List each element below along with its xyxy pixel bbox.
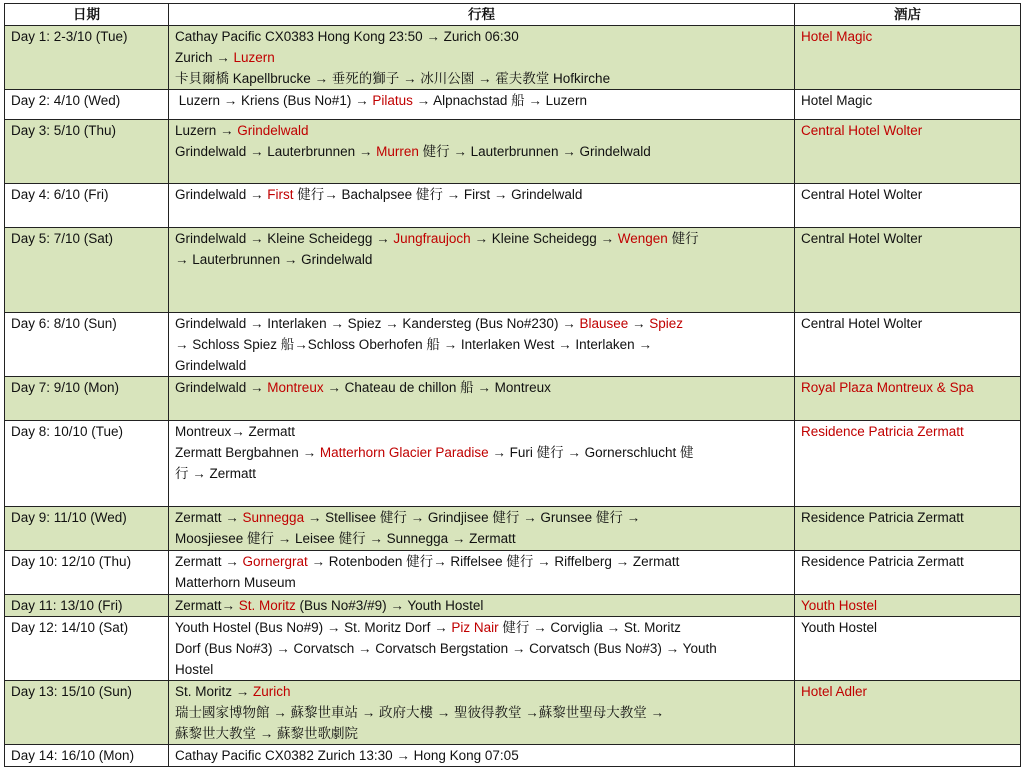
itinerary-line bbox=[175, 141, 788, 162]
table-row bbox=[5, 377, 1021, 421]
itinerary-table bbox=[4, 3, 1021, 767]
highlight-destination: Gornergrat bbox=[242, 554, 308, 569]
itinerary-text: → Chateau de chillon 船 → Montreux bbox=[323, 380, 551, 395]
itinerary-text: 健行 bbox=[667, 231, 699, 246]
day-cell: Day 4: 6/10 (Fri) bbox=[5, 184, 169, 228]
itinerary-line bbox=[175, 595, 788, 616]
itinerary-cell bbox=[169, 184, 795, 228]
itinerary-text: Grindelwald → Kleine Scheidegg → bbox=[175, 231, 394, 246]
itinerary-cell bbox=[169, 377, 795, 421]
itinerary-text: → Lauterbrunnen → Grindelwald bbox=[175, 252, 373, 267]
itinerary-text: 行 → Zermatt bbox=[175, 466, 257, 481]
itinerary-text: Matterhorn Museum bbox=[175, 575, 296, 590]
itinerary-text: Luzern → Kriens (Bus No#1) → bbox=[175, 93, 373, 108]
day-cell: Day 9: 11/10 (Wed) bbox=[5, 507, 169, 551]
itinerary-line bbox=[175, 681, 788, 702]
table-row bbox=[5, 120, 1021, 184]
hotel-cell: Residence Patricia Zermatt bbox=[795, 421, 1021, 507]
highlight-destination: Wengen bbox=[617, 231, 668, 246]
itinerary-line bbox=[175, 47, 788, 68]
itinerary-text: Grindelwald bbox=[175, 358, 247, 373]
table-row bbox=[5, 745, 1021, 767]
hotel-cell: Youth Hostel bbox=[795, 617, 1021, 681]
day-cell: Day 12: 14/10 (Sat) bbox=[5, 617, 169, 681]
itinerary-line bbox=[175, 463, 788, 484]
header-day: 日期 bbox=[5, 4, 169, 26]
itinerary-text: 卡貝爾橋 Kapellbrucke → 垂死的獅子 → 冰川公園 → 霍夫教堂 Hofkirche bbox=[175, 71, 611, 86]
itinerary-text: Moosjiesee 健行 → Leisee 健行 → Sunnegga → Zermatt bbox=[175, 531, 516, 546]
itinerary-cell bbox=[169, 681, 795, 745]
itinerary-line bbox=[175, 421, 788, 442]
day-cell: Day 3: 5/10 (Thu) bbox=[5, 120, 169, 184]
table-row bbox=[5, 184, 1021, 228]
table-row bbox=[5, 595, 1021, 617]
highlight-destination: Murren bbox=[376, 144, 419, 159]
highlight-destination: First bbox=[267, 187, 294, 202]
itinerary-text: → Schloss Spiez 船→Schloss Oberhofen 船 → Interlaken West → Interlaken → bbox=[175, 337, 652, 352]
itinerary-text: Grindelwald → Lauterbrunnen → bbox=[175, 144, 377, 159]
itinerary-text: 健行 → Lauterbrunnen → Grindelwald bbox=[418, 144, 651, 159]
itinerary-cell bbox=[169, 26, 795, 90]
itinerary-cell bbox=[169, 507, 795, 551]
itinerary-cell bbox=[169, 745, 795, 767]
highlight-destination: Grindelwald bbox=[237, 123, 309, 138]
highlight-destination: Zurich bbox=[253, 684, 291, 699]
itinerary-line bbox=[175, 313, 788, 334]
itinerary-cell bbox=[169, 421, 795, 507]
itinerary-line bbox=[175, 249, 788, 270]
itinerary-text: → Alpnachstad 船 → Luzern bbox=[412, 93, 587, 108]
table-row bbox=[5, 228, 1021, 313]
itinerary-text: St. Moritz → bbox=[175, 684, 254, 699]
itinerary-text: Zermatt→ bbox=[175, 598, 239, 613]
table-row bbox=[5, 617, 1021, 681]
table-row bbox=[5, 681, 1021, 745]
highlight-destination: St. Moritz bbox=[238, 598, 296, 613]
itinerary-cell bbox=[169, 120, 795, 184]
table-row bbox=[5, 313, 1021, 377]
itinerary-text: Zermatt Bergbahnen → bbox=[175, 445, 320, 460]
day-cell: Day 13: 15/10 (Sun) bbox=[5, 681, 169, 745]
itinerary-text: 健行 → Corviglia → St. Moritz bbox=[498, 620, 681, 635]
highlight-destination: Pilatus bbox=[372, 93, 413, 108]
itinerary-text: → Rotenboden 健行→ Riffelsee 健行 → Riffelberg → Zermatt bbox=[307, 554, 680, 569]
itinerary-line bbox=[175, 68, 788, 89]
hotel-cell: Residence Patricia Zermatt bbox=[795, 507, 1021, 551]
day-cell: Day 5: 7/10 (Sat) bbox=[5, 228, 169, 313]
itinerary-text: (Bus No#3/#9) → Youth Hostel bbox=[295, 598, 484, 613]
day-cell: Day 11: 13/10 (Fri) bbox=[5, 595, 169, 617]
itinerary-line bbox=[175, 90, 788, 111]
table-row bbox=[5, 551, 1021, 595]
itinerary-line bbox=[175, 528, 788, 549]
itinerary-line bbox=[175, 26, 788, 47]
hotel-cell: Youth Hostel bbox=[795, 595, 1021, 617]
itinerary-line bbox=[175, 228, 788, 249]
itinerary-text: Grindelwald → bbox=[175, 380, 268, 395]
itinerary-text: 健行→ Bachalpsee 健行 → First → Grindelwald bbox=[293, 187, 583, 202]
hotel-cell: Hotel Magic bbox=[795, 26, 1021, 90]
highlight-destination: Luzern bbox=[233, 50, 275, 65]
table-row bbox=[5, 90, 1021, 120]
itinerary-text: 蘇黎世大教堂 → 蘇黎世歌劇院 bbox=[175, 726, 359, 741]
itinerary-cell bbox=[169, 617, 795, 681]
itinerary-line bbox=[175, 723, 788, 744]
itinerary-body bbox=[5, 26, 1021, 767]
highlight-destination: Spiez bbox=[649, 316, 684, 331]
hotel-cell bbox=[795, 745, 1021, 767]
header-hotel: 酒店 bbox=[795, 4, 1021, 26]
itinerary-line bbox=[175, 120, 788, 141]
itinerary-line bbox=[175, 617, 788, 638]
highlight-destination: Sunnegga bbox=[242, 510, 305, 525]
itinerary-line bbox=[175, 184, 788, 205]
itinerary-text: Hostel bbox=[175, 662, 214, 677]
itinerary-text: Luzern → bbox=[175, 123, 238, 138]
itinerary-line bbox=[175, 659, 788, 680]
itinerary-line bbox=[175, 334, 788, 355]
table-row bbox=[5, 26, 1021, 90]
itinerary-cell bbox=[169, 228, 795, 313]
hotel-cell: Central Hotel Wolter bbox=[795, 184, 1021, 228]
hotel-cell: Central Hotel Wolter bbox=[795, 120, 1021, 184]
itinerary-line bbox=[175, 507, 788, 528]
highlight-destination: Jungfraujoch bbox=[393, 231, 471, 246]
itinerary-text: Cathay Pacific CX0383 Hong Kong 23:50 → Zurich 06:30 bbox=[175, 29, 519, 44]
itinerary-text: Youth Hostel (Bus No#9) → St. Moritz Dorf → bbox=[175, 620, 452, 635]
itinerary-line bbox=[175, 745, 788, 766]
header-itinerary: 行程 bbox=[169, 4, 795, 26]
hotel-cell: Royal Plaza Montreux & Spa bbox=[795, 377, 1021, 421]
day-cell: Day 2: 4/10 (Wed) bbox=[5, 90, 169, 120]
itinerary-text: Grindelwald → Interlaken → Spiez → Kandersteg (Bus No#230) → bbox=[175, 316, 580, 331]
hotel-cell: Residence Patricia Zermatt bbox=[795, 551, 1021, 595]
itinerary-line bbox=[175, 551, 788, 572]
itinerary-cell bbox=[169, 595, 795, 617]
itinerary-text: → Stellisee 健行 → Grindjisee 健行 → Grunsee 健行 → bbox=[304, 510, 641, 525]
day-cell: Day 6: 8/10 (Sun) bbox=[5, 313, 169, 377]
itinerary-line bbox=[175, 638, 788, 659]
itinerary-cell bbox=[169, 90, 795, 120]
itinerary-line bbox=[175, 377, 788, 398]
itinerary-text: → Kleine Scheidegg → bbox=[470, 231, 618, 246]
itinerary-line bbox=[175, 572, 788, 593]
itinerary-text: 瑞士國家博物館 → 蘇黎世車站 → 政府大樓 → 聖彼得教堂 →蘇黎世聖母大教堂 → bbox=[175, 705, 665, 720]
itinerary-text: Montreux→ Zermatt bbox=[175, 424, 296, 439]
itinerary-cell bbox=[169, 313, 795, 377]
day-cell: Day 1: 2-3/10 (Tue) bbox=[5, 26, 169, 90]
itinerary-line bbox=[175, 702, 788, 723]
highlight-destination: Blausee bbox=[579, 316, 629, 331]
itinerary-line bbox=[175, 355, 788, 376]
itinerary-text: → Furi 健行 → Gornerschlucht 健 bbox=[488, 445, 694, 460]
itinerary-text: Cathay Pacific CX0382 Zurich 13:30 → Hong Kong 07:05 bbox=[175, 748, 519, 763]
highlight-destination: Piz Nair bbox=[451, 620, 499, 635]
header-row bbox=[5, 4, 1021, 26]
highlight-destination: Montreux bbox=[267, 380, 324, 395]
table-row bbox=[5, 507, 1021, 551]
highlight-destination: Matterhorn Glacier Paradise bbox=[319, 445, 489, 460]
hotel-cell: Hotel Magic bbox=[795, 90, 1021, 120]
table-row bbox=[5, 421, 1021, 507]
day-cell: Day 8: 10/10 (Tue) bbox=[5, 421, 169, 507]
itinerary-line bbox=[175, 442, 788, 463]
day-cell: Day 14: 16/10 (Mon) bbox=[5, 745, 169, 767]
day-cell: Day 7: 9/10 (Mon) bbox=[5, 377, 169, 421]
hotel-cell: Hotel Adler bbox=[795, 681, 1021, 745]
itinerary-text: Grindelwald → bbox=[175, 187, 268, 202]
itinerary-text: → bbox=[628, 316, 650, 331]
itinerary-text: Zermatt → bbox=[175, 554, 243, 569]
itinerary-cell bbox=[169, 551, 795, 595]
itinerary-text: Zermatt → bbox=[175, 510, 243, 525]
itinerary-text: Dorf (Bus No#3) → Corvatsch → Corvatsch Bergstation → Corvatsch (Bus No#3) → Youth bbox=[175, 641, 717, 656]
hotel-cell: Central Hotel Wolter bbox=[795, 228, 1021, 313]
itinerary-text: Zurich → bbox=[175, 50, 234, 65]
day-cell: Day 10: 12/10 (Thu) bbox=[5, 551, 169, 595]
hotel-cell: Central Hotel Wolter bbox=[795, 313, 1021, 377]
